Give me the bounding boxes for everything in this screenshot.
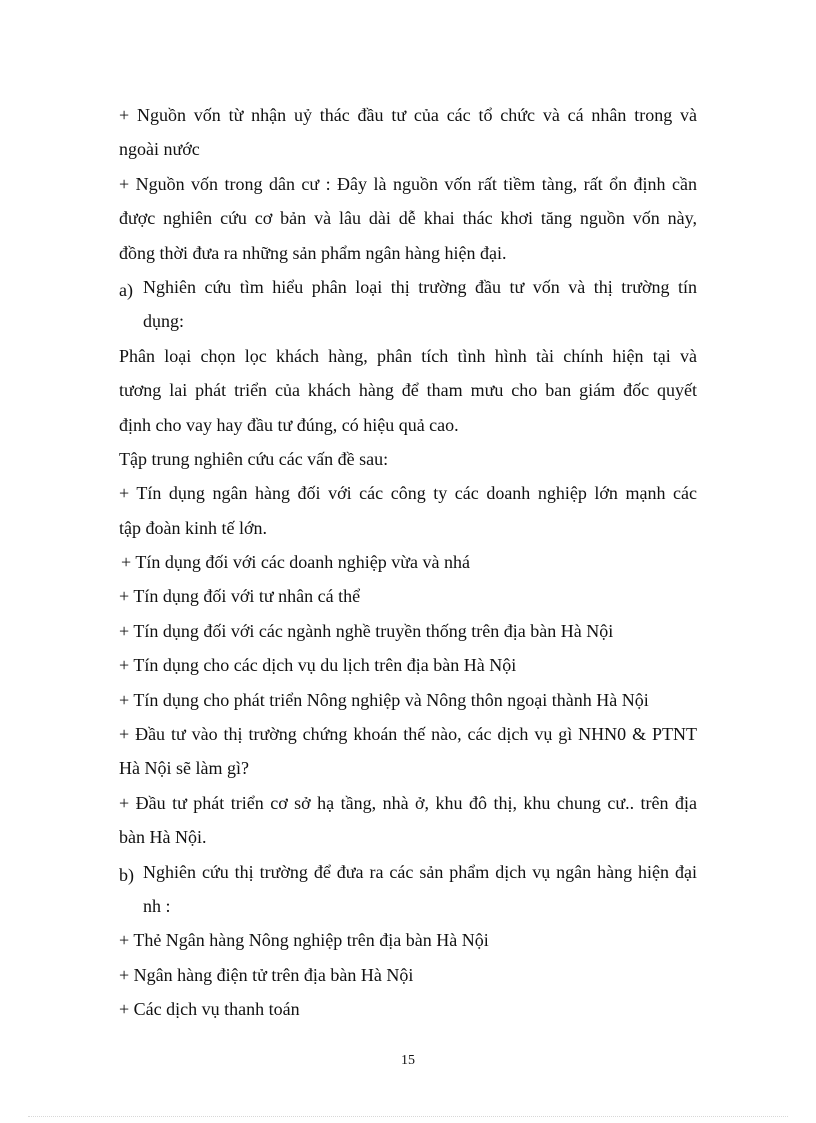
page-number: 15 — [401, 1053, 415, 1068]
text-line: + Đầu tư phát triển cơ sở hạ tầng, nhà ở, khu đô thị, khu chung cư.. trên địa — [119, 792, 697, 813]
text-line: ngoài nước — [119, 139, 200, 160]
text-line: + Tín dụng đối với các ngành nghề truyền thống trên địa bàn Hà Nội — [119, 620, 614, 641]
text-line: + Tín dụng đối với tư nhân cá thể — [119, 586, 361, 607]
list-item-b — [119, 855, 697, 889]
text-line: + Thẻ Ngân hàng Nông nghiệp trên địa bàn Hà Nội — [119, 930, 489, 951]
text-line: định cho vay hay đầu tư đúng, có hiệu quả cao. — [119, 414, 459, 435]
list-item-a — [119, 270, 697, 304]
text-line: dụng: — [143, 311, 185, 332]
page-content — [119, 98, 697, 1027]
text-line: Hà Nội sẽ làm gì? — [119, 758, 249, 779]
text-line: + Tín dụng ngân hàng đối với các công ty các doanh nghiệp lớn mạnh các — [119, 483, 697, 504]
text-line: được nghiên cứu cơ bản và lâu dài dễ khai thác khơi tăng nguồn vốn này, — [119, 208, 697, 229]
text-line: + Nguồn vốn từ nhận uỷ thác đầu tư của các tổ chức và cá nhân trong và — [119, 105, 697, 125]
text-line: Tập trung nghiên cứu các vấn đề sau: — [119, 448, 389, 469]
text-line: + Tín dụng cho các dịch vụ du lịch trên địa bàn Hà Nội — [119, 655, 517, 676]
text-line: đồng thời đưa ra những sản phẩm ngân hàng hiện đại. — [119, 242, 507, 263]
footer-divider — [28, 1116, 788, 1117]
text-line: + Ngân hàng điện tử trên địa bàn Hà Nội — [119, 964, 414, 985]
text-line: bàn Hà Nội. — [119, 827, 207, 848]
text-line: + Tín dụng đối với các doanh nghiệp vừa và nhá — [121, 552, 471, 573]
text-line: Nghiên cứu tìm hiểu phân loại thị trường đầu tư vốn và thị trường tín — [143, 276, 697, 297]
text-line: + Đầu tư vào thị trường chứng khoán thế nào, các dịch vụ gì NHN0 & PTNT — [119, 724, 697, 745]
text-line: tập đoàn kinh tế lớn. — [119, 517, 267, 538]
text-line: Phân loại chọn lọc khách hàng, phân tích tình hình tài chính hiện tại và — [119, 345, 697, 366]
text-line: tương lai phát triển của khách hàng để tham mưu cho ban giám đốc quyết — [119, 380, 697, 401]
text-line: + Tín dụng cho phát triển Nông nghiệp và Nông thôn ngoại thành Hà Nội — [119, 689, 649, 710]
text-line: + Nguồn vốn trong dân cư : Đây là nguồn vốn rất tiềm tàng, rất ổn định cần — [119, 173, 697, 194]
list-label: b) — [119, 864, 134, 885]
text-line: nh : — [143, 895, 171, 916]
text-line: + Các dịch vụ thanh toán — [119, 999, 300, 1020]
text-line: Nghiên cứu thị trường để đưa ra các sản phẩm dịch vụ ngân hàng hiện đại — [143, 861, 697, 882]
list-label: a) — [119, 279, 133, 300]
